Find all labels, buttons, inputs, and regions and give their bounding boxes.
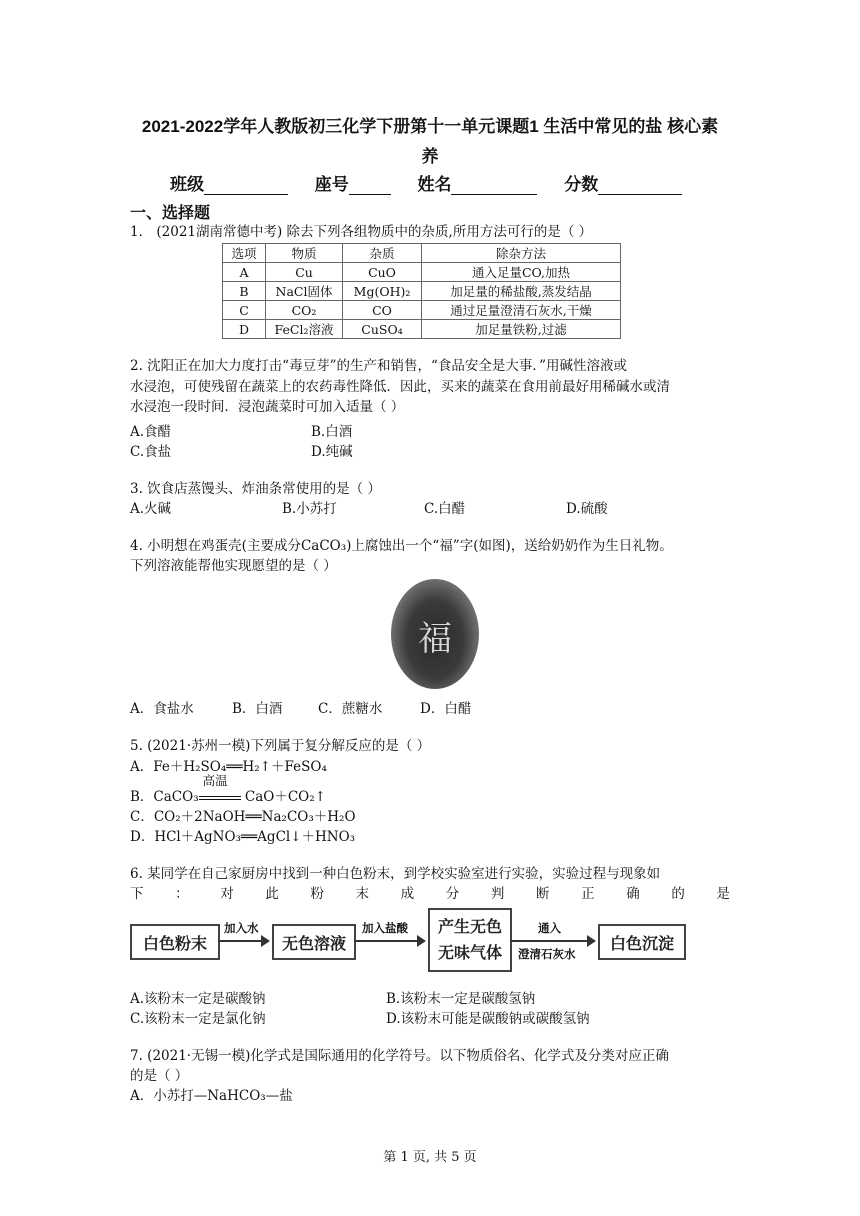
q6-line-2 [130,882,730,902]
q6-option-c[interactable]: C.该粉末一定是氯化钠 [130,1011,266,1027]
class-blank[interactable] [204,176,288,195]
q4-option-a[interactable]: A．食盐水 [130,701,194,717]
flow-box-white-precipitate: 白色沉淀 [598,924,686,960]
table-cell: CO [343,301,422,320]
q3-option-d[interactable]: D.硫酸 [566,501,608,517]
word: 的 [671,886,685,902]
page-title [100,112,760,172]
flow-arrow-2-label: 加入盐酸 [362,921,408,935]
word: 确 [626,886,640,902]
flow-box-gas-line-1: 产生无色 [437,917,502,936]
q2-block [130,356,730,418]
table-header-row [223,244,621,263]
q2-option-a[interactable]: A.食醋 [130,424,172,440]
q6-option-b[interactable]: B.该粉末一定是碳酸氢钠 [386,991,536,1007]
q5-option-b[interactable] [130,772,326,805]
q5-stem: 5. (2021·苏州一模)下列属于复分解反应的是（ ） [130,738,431,754]
q4-line-1: 4. 小明想在鸡蛋壳(主要成分CaCO₃)上腐蚀出一个“福”字(如图)，送给奶奶作为生日礼物。 [130,538,673,554]
q4-option-c[interactable]: C．蔗糖水 [318,701,383,717]
table-cell: CO₂ [266,301,343,320]
word: 正 [581,886,595,902]
q5-b-left: B．CaCO₃ [130,789,199,805]
word: 末 [355,886,370,902]
q7-line-1: 7. (2021·无锡一模)化学式是国际通用的化学符号。以下物质俗名、化学式及分类对应正确 [130,1048,669,1064]
word: 判 [490,886,505,902]
table-cell: FeCl₂溶液 [266,320,343,339]
q2-line-3: 水浸泡一段时间．浸泡蔬菜时可加入适量（ ） [130,399,405,415]
word: 是 [716,886,730,902]
word: ： [175,886,189,902]
student-info-line [170,170,704,195]
q2-option-c[interactable]: C.食盐 [130,444,172,460]
q3-option-b[interactable]: B.小苏打 [282,501,337,517]
flow-box-gas [428,908,512,972]
score-blank[interactable] [598,176,682,195]
high-temp-equals [199,772,241,805]
page-footer: 第 1 页, 共 5 页 [383,1150,477,1165]
word: 断 [535,886,550,902]
q2-line-2: 水浸泡，可使残留在蔬菜上的农药毒性降低．因此，买来的蔬菜在食用前最好用稀碱水或清 [130,378,670,395]
reaction-condition: 高温 [202,772,228,788]
word: 粉 [310,886,324,902]
table-cell: 加足量的稀盐酸,蒸发结晶 [422,282,621,301]
table-header: 选项 [223,244,266,263]
word: 成 [400,886,415,902]
table-cell: A [223,263,266,282]
table-row [223,301,621,320]
table-row [223,320,621,339]
q2-option-d[interactable]: D.纯碱 [311,444,353,460]
q6-option-a[interactable]: A.该粉末一定是碳酸钠 [130,991,266,1007]
table-row [223,282,621,301]
table-cell: Mg(OH)₂ [343,282,422,301]
table-row [223,263,621,282]
seat-blank[interactable] [349,176,391,195]
q6-line-1: 6. 某同学在自己家厨房中找到一种白色粉末，到学校实验室进行实验，实验过程与现象如 [130,866,661,882]
q3-option-c[interactable]: C.白醋 [424,501,466,517]
flow-arrow-3 [510,940,594,942]
name-label: 姓名 [417,175,452,194]
q5-option-d[interactable]: D．HCl＋AgNO₃══AgCl↓＋HNO₃ [130,829,356,845]
table-cell: C [223,301,266,320]
flow-arrow-3-label-bottom: 澄清石灰水 [518,947,576,961]
fu-character: 福 [418,619,452,659]
section-heading: 一、选择题 [130,205,211,222]
title-line-1: 2021-2022学年人教版初三化学下册第十一单元课题1 生活中常见的盐 核心素 [141,117,719,136]
flow-box-gas-line-2: 无味气体 [437,943,502,962]
table-cell: B [223,282,266,301]
q4-option-d[interactable]: D．白醋 [420,701,472,717]
q3-stem: 3. 饮食店蒸馒头、炸油条常使用的是（ ） [130,481,381,497]
q3-option-a[interactable]: A.火碱 [130,501,172,517]
q6-option-d[interactable]: D.该粉末可能是碳酸钠或碳酸氢钠 [386,1011,590,1027]
flow-box-colorless-solution: 无色溶液 [272,924,356,960]
q5-b-right: CaO＋CO₂↑ [240,789,326,805]
table-cell: 通入足量CO,加热 [422,263,621,282]
table-header: 除杂方法 [422,244,621,263]
table-cell: D [223,320,266,339]
q1-table [222,243,621,339]
flow-arrow-1 [218,940,268,942]
flow-arrow-2 [354,940,424,942]
q7-option-a[interactable]: A．小苏打—NaHCO₃—盐 [130,1088,293,1104]
title-line-2: 养 [421,147,439,166]
table-header: 物质 [266,244,343,263]
score-label: 分数 [564,175,599,194]
q5-option-c[interactable]: C．CO₂＋2NaOH══Na₂CO₃＋H₂O [130,809,356,825]
table-cell: CuO [343,263,422,282]
word: 此 [265,886,279,902]
q4-line-2: 下列溶液能帮他实现愿望的是（ ） [130,558,337,574]
name-blank[interactable] [451,176,537,195]
q4-option-b[interactable]: B．白酒 [232,701,283,717]
q1-stem: 1． (2021湖南常德中考) 除去下列各组物质中的杂质,所用方法可行的是（ ） [130,224,593,240]
q2-line-1: 2. 沈阳正在加大力度打击“毒豆芽”的生产和销售，“食品安全是大事．”用碱性溶液或 [130,358,628,374]
flow-arrow-3-label-top: 通入 [538,921,561,935]
q2-option-b[interactable]: B.白酒 [311,424,353,440]
word: 下 [130,886,144,902]
word: 对 [220,886,234,902]
table-header: 杂质 [343,244,422,263]
flow-arrow-1-label: 加入水 [224,921,259,935]
flow-box-white-powder: 白色粉末 [130,924,220,960]
table-cell: CuSO₄ [343,320,422,339]
seat-label: 座号 [314,175,349,194]
table-cell: Cu [266,263,343,282]
class-label: 班级 [170,175,204,194]
q7-line-2: 的是（ ） [130,1068,189,1084]
q5-option-a[interactable]: A．Fe＋H₂SO₄══H₂↑＋FeSO₄ [130,759,327,775]
word: 分 [445,886,460,902]
table-cell: NaCl固体 [266,282,343,301]
experiment-flowchart [130,908,690,968]
egg-image [391,579,479,689]
table-cell: 加足量铁粉,过滤 [422,320,621,339]
table-cell: 通过足量澄清石灰水,干燥 [422,301,621,320]
